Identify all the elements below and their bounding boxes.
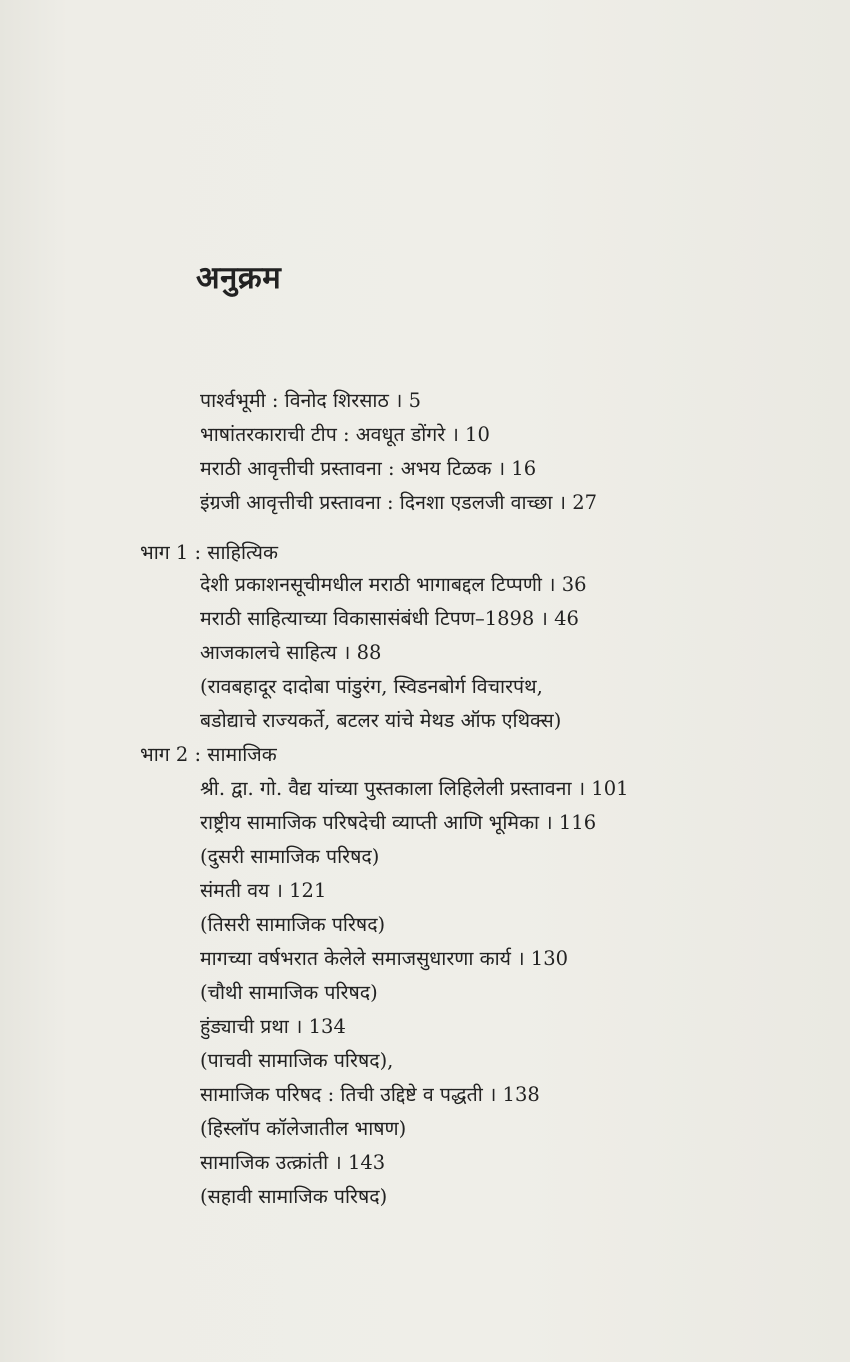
toc-entry: पार्श्वभूमी : विनोद शिरसाठ । 5 <box>200 389 422 412</box>
toc-entry: संमती वय । 121 <box>200 879 327 902</box>
toc-entry: श्री. द्वा. गो. वैद्य यांच्या पुस्तकाला लिहिलेली प्रस्तावना । 101 <box>200 777 629 800</box>
toc-entry: हुंड्याची प्रथा । 134 <box>200 1015 346 1038</box>
toc-subnote: (रावबहादूर दादोबा पांडुरंग, स्विडनबोर्ग विचारपंथ, <box>200 675 543 698</box>
toc-subnote: (हिस्लॉप कॉलेजातील भाषण) <box>200 1117 407 1140</box>
toc-entry: भाषांतरकाराची टीप : अवधूत डोंगरे । 10 <box>200 423 490 446</box>
page-title: अनुक्रम <box>196 260 282 296</box>
toc-entry: मागच्या वर्षभरात केलेले समाजसुधारणा कार्य । 130 <box>200 947 569 970</box>
toc-entry: इंग्रजी आवृत्तीची प्रस्तावना : दिनशा एडलजी वाच्छा । 27 <box>200 491 598 514</box>
toc-entry: देशी प्रकाशनसूचीमधील मराठी भागाबद्दल टिप्पणी । 36 <box>200 573 587 596</box>
toc-subnote: (दुसरी सामाजिक परिषद) <box>200 845 380 868</box>
toc-entry: सामाजिक परिषद : तिची उद्दिष्टे व पद्धती । 138 <box>200 1083 540 1106</box>
toc-entry: मराठी आवृत्तीची प्रस्तावना : अभय टिळक । 16 <box>200 457 537 480</box>
toc-entry: सामाजिक उत्क्रांती । 143 <box>200 1151 386 1174</box>
toc-subnote: (चौथी सामाजिक परिषद) <box>200 981 378 1004</box>
part-label: भाग 1 : साहित्यिक <box>140 541 278 564</box>
toc-subnote: (तिसरी सामाजिक परिषद) <box>200 913 386 936</box>
toc-entry: मराठी साहित्याच्या विकासासंबंधी टिपण–1898 । 46 <box>200 607 579 630</box>
toc-subnote: (पाचवी सामाजिक परिषद), <box>200 1049 394 1072</box>
toc-entry: राष्ट्रीय सामाजिक परिषदेची व्याप्ती आणि भूमिका । 116 <box>200 811 597 834</box>
part-label: भाग 2 : सामाजिक <box>140 743 277 766</box>
toc-subnote: बडोद्याचे राज्यकर्ते, बटलर यांचे मेथड ऑफ एथिक्स) <box>200 709 562 732</box>
toc-entry: आजकालचे साहित्य । 88 <box>200 641 382 664</box>
toc-subnote: (सहावी सामाजिक परिषद) <box>200 1185 388 1208</box>
